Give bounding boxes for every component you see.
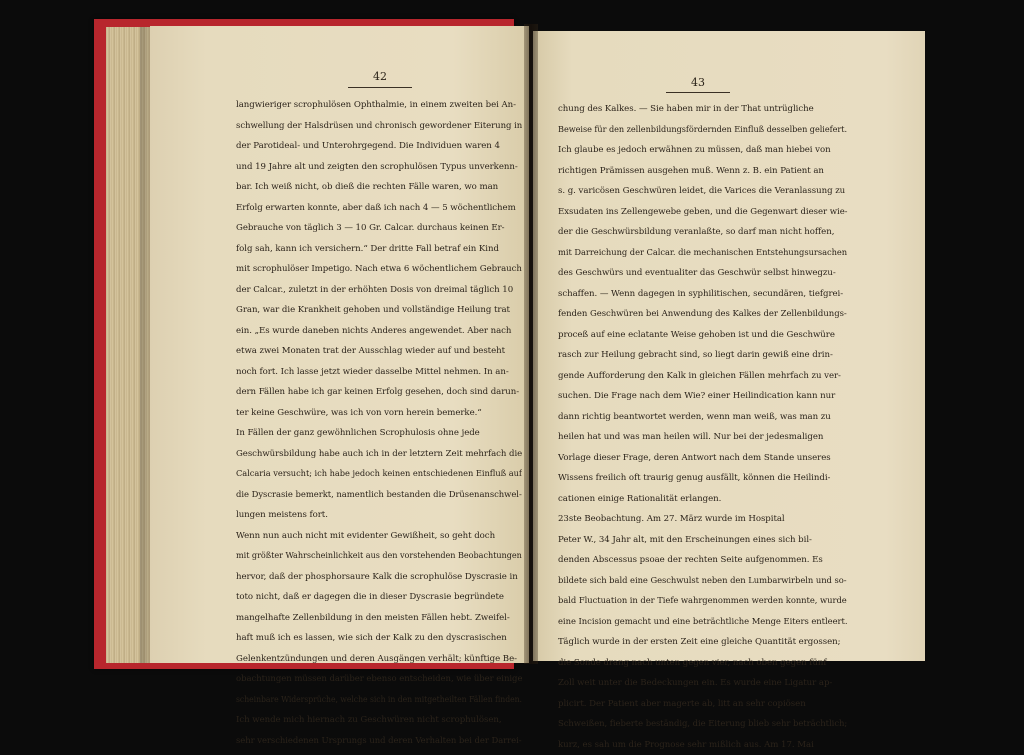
text-line: mit Darreichung der Calcar. die mechanischen Entstehungsursachen	[558, 243, 847, 264]
text-line: haft muß ich es lassen, wie sich der Kalk zu den dyscrasischen	[236, 628, 522, 649]
right-page-rule	[666, 92, 730, 93]
text-line: ein. „Es wurde daneben nichts Anderes angewendet. Aber nach	[236, 321, 522, 342]
text-line: und 19 Jahre alt und zeigten den scrophulösen Typus unverkenn-	[236, 157, 522, 178]
text-line: In Fällen der ganz gewöhnlichen Scrophulosis ohne jede	[236, 423, 522, 444]
text-line: toto nicht, daß er dagegen die in dieser Dyscrasie begründete	[236, 587, 522, 608]
text-line: Exsudaten ins Zellengewebe geben, und die Gegenwart dieser wie-	[558, 202, 847, 223]
text-line: Ich glaube es jedoch erwähnen zu müssen, daß man hiebei von	[558, 140, 847, 161]
left-page-number: 42	[350, 70, 410, 83]
text-line: Gebrauche von täglich 3 — 10 Gr. Calcar. durchaus keinen Er-	[236, 218, 522, 239]
text-line: denden Abscessus psoae der rechten Seite aufgenommen. Es	[558, 550, 847, 571]
text-line: sehr verschiedenen Ursprungs und deren Verhalten bei der Darrei-	[236, 731, 522, 752]
text-line: Schweißen, fieberte beständig, die Eiterung blieb sehr beträchtlich;	[558, 714, 847, 735]
text-line: fenden Geschwüren bei Anwendung des Kalkes der Zellenbildungs-	[558, 304, 847, 325]
text-line: hervor, daß der phosphorsaure Kalk die scrophulöse Dyscrasie in	[236, 567, 522, 588]
text-line: die Dyscrasie bemerkt, namentlich bestanden die Drüsenanschwel-	[236, 485, 522, 506]
text-line: bar. Ich weiß nicht, ob dieß die rechten Fälle waren, wo man	[236, 177, 522, 198]
text-line: Ich wende mich hiernach zu Geschwüren nicht scrophulösen,	[236, 710, 522, 731]
text-line: schaffen. — Wenn dagegen in syphilitischen, secundären, tiefgrei-	[558, 284, 847, 305]
text-line: proceß auf eine eclatante Weise gehoben ist und die Geschwüre	[558, 325, 847, 346]
text-line: der die Geschwürsbildung veranlaßte, so darf man nicht hoffen,	[558, 222, 847, 243]
text-line: langwieriger scrophulösen Ophthalmie, in einem zweiten bei An-	[236, 95, 522, 116]
text-line: der Calcar., zuletzt in der erhöhten Dosis von dreimal täglich 10	[236, 280, 522, 301]
book-gutter	[524, 24, 538, 664]
text-line: Täglich wurde in der ersten Zeit eine gleiche Quantität ergossen;	[558, 632, 847, 653]
text-line: scheinbare Widersprüche, welche sich in den mitgetheilten Fällen finden.	[236, 690, 522, 711]
text-line: kurz, es sah um die Prognose sehr mißlich aus. Am 17. Mai	[558, 735, 847, 755]
text-line: mangelhafte Zellenbildung in den meisten Fällen hebt. Zweifel-	[236, 608, 522, 629]
left-page-rule	[348, 87, 412, 88]
text-line: bald Fluctuation in der Tiefe wahrgenommen werden konnte, wurde	[558, 591, 847, 612]
text-line: mit größter Wahrscheinlichkeit aus den vorstehenden Beobachtungen	[236, 546, 522, 567]
text-line: richtigen Prämissen ausgehen muß. Wenn z. B. ein Patient an	[558, 161, 847, 182]
text-line: mit scrophulöser Impetigo. Nach etwa 6 wöchentlichem Gebrauch	[236, 259, 522, 280]
text-line: dann richtig beantwortet werden, wenn man weiß, was man zu	[558, 407, 847, 428]
text-line: dern Fällen habe ich gar keinen Erfolg gesehen, doch sind darun-	[236, 382, 522, 403]
text-line: Gelenkentzündungen und deren Ausgängen verhält; künftige Be-	[236, 649, 522, 670]
text-line: etwa zwei Monaten trat der Ausschlag wieder auf und besteht	[236, 341, 522, 362]
text-line: Erfolg erwarten konnte, aber daß ich nach 4 — 5 wöchentlichem	[236, 198, 522, 219]
text-line: heilen hat und was man heilen will. Nur bei der jedesmaligen	[558, 427, 847, 448]
text-line: Wenn nun auch nicht mit evidenter Gewißheit, so geht doch	[236, 526, 522, 547]
text-line: Geschwürsbildung habe auch ich in der letztern Zeit mehrfach die	[236, 444, 522, 465]
text-line: plicirt. Der Patient aber magerte ab, litt an sehr copiösen	[558, 694, 847, 715]
text-line: Vorlage dieser Frage, deren Antwort nach dem Stande unseres	[558, 448, 847, 469]
text-line: 23ste Beobachtung. Am 27. März wurde im Hospital	[558, 509, 847, 530]
text-line: chung des Kalkes. — Sie haben mir in der That untrügliche	[558, 99, 847, 120]
text-line: s. g. varicösen Geschwüren leidet, die Varices die Veranlassung zu	[558, 181, 847, 202]
text-line: Calcaria versucht; ich habe jedoch keinen entschiedenen Einfluß auf	[236, 464, 522, 485]
right-page-number: 43	[668, 76, 728, 89]
text-line: rasch zur Heilung gebracht sind, so liegt darin gewiß eine drin-	[558, 345, 847, 366]
text-line: Peter W., 34 Jahr alt, mit den Erscheinungen eines sich bil-	[558, 530, 847, 551]
text-line: schwellung der Halsdrüsen und chronisch gewordener Eiterung in	[236, 116, 522, 137]
text-line: Wissens freilich oft traurig genug ausfällt, können die Heilindi-	[558, 468, 847, 489]
text-line: folg sah, kann ich versichern.“ Der dritte Fall betraf ein Kind	[236, 239, 522, 260]
text-line: obachtungen müssen darüber ebenso entscheiden, wie über einige	[236, 669, 522, 690]
text-line: bildete sich bald eine Geschwulst neben den Lumbarwirbeln und so-	[558, 571, 847, 592]
text-line: cationen einige Rationalität erlangen.	[558, 489, 847, 510]
text-line: gende Aufforderung den Kalk in gleichen Fällen mehrfach zu ver-	[558, 366, 847, 387]
left-page-text	[236, 95, 522, 751]
text-line: Zoll weit unter die Bedeckungen ein. Es wurde eine Ligatur ap-	[558, 673, 847, 694]
text-line: Beweise für den zellenbildungsfördernden Einfluß desselben geliefert.	[558, 120, 847, 141]
text-line: lungen meistens fort.	[236, 505, 522, 526]
text-line: suchen. Die Frage nach dem Wie? einer Heilindication kann nur	[558, 386, 847, 407]
text-line: des Geschwürs und eventualiter das Geschwür selbst hinwegzu-	[558, 263, 847, 284]
right-page-text	[558, 99, 847, 755]
text-line: die Sonde drang nach unten gegen vier, nach oben gegen fünf	[558, 653, 847, 674]
text-line: noch fort. Ich lasse jetzt wieder dasselbe Mittel nehmen. In an-	[236, 362, 522, 383]
text-line: der Parotideal- und Unterohrgegend. Die Individuen waren 4	[236, 136, 522, 157]
text-line: eine Incision gemacht und eine beträchtliche Menge Eiters entleert.	[558, 612, 847, 633]
text-line: ter keine Geschwüre, was ich von vorn herein bemerke.“	[236, 403, 522, 424]
text-line: Gran, war die Krankheit gehoben und vollständige Heilung trat	[236, 300, 522, 321]
